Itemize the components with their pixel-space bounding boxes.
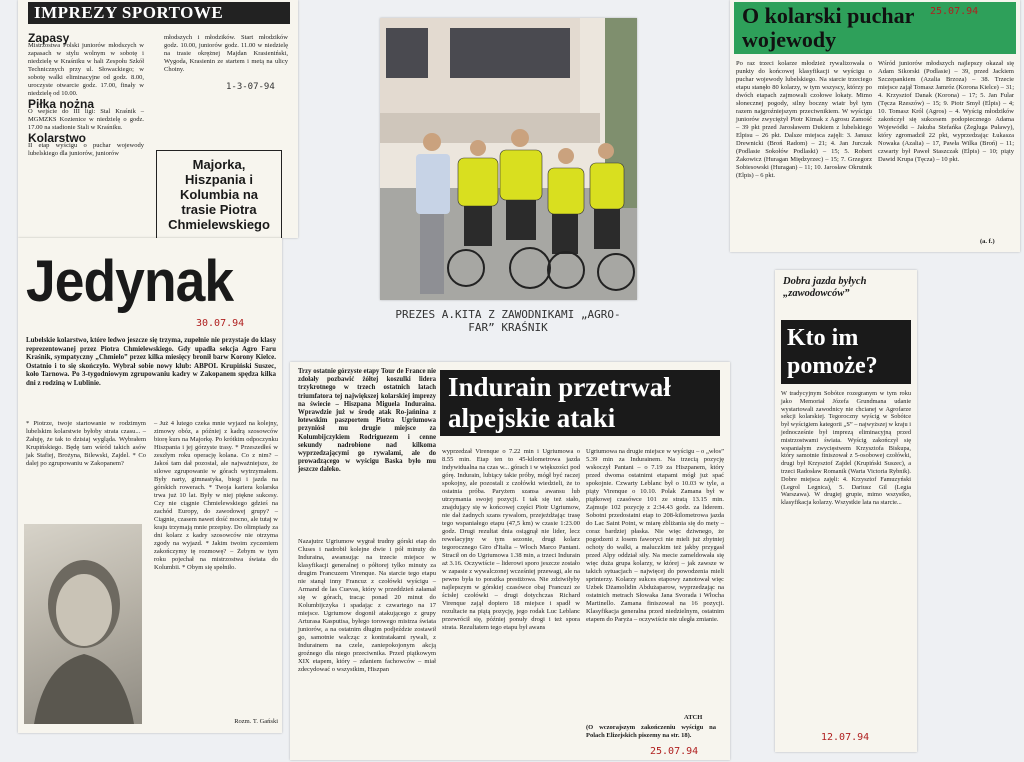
- jedynak-column-2: – Już 4 lutego czeka mnie wyjazd na kolejny, zimowy obóz, a później z kadrą szosowców biorę kurs na Majorkę. Po krótkim odpoczynku Hiszpania i jej górzyste trasy. * Przeszedłeś w zeszłym roku operację kolana. Co z nim? – Jakoś tam dał pozostał, ale najważniejsze, że silowe zgrupowanie w górach wytrzymałem. Były narty, gimnastyka, biegi i jazda na górskich rowerach. * Twoja kariera kolarska trwa już 10 lat. Były w niej piękne sukcesy. Czy nie ciągnie Chmielewskiego gdzieś na zachód Europy, do zawodowej grupy? – Ciągnie, czasem nawet dość mocno, ale tutaj w kraju trzymają mnie przepisy. Do olimpiady za dni kolarz z kadry szosowców nie otrzyma zgody na wyjazd. * Jakim twoim zyczeniem zakończymy tę rozmowę? – Żebym w tym roku pojechał na mistrzostwa świata do Kolumbii. * Obym się spełniło.: [154, 420, 278, 571]
- indurain-title: Indurain przetrwał alpejskie ataki: [448, 372, 671, 433]
- pilka-heading: Piłka nożna: [28, 97, 95, 111]
- kolarski-column-2: Wśród juniorów młodszych najlepszy okazał się Adam Sikorski (Podlasie) – 39, przed Jackiem Szczepankiem (Azalia Brzoza) – 38. Trzecie miejsce zajął Tomasz Jamróz (Korona Kielce) – 31; 4. Krzysztof Danak (Korona) – 17; 5. Jan Fular (Tęcza Rzeszów) – 15; 9. Piotr Smył (Elpis) – 4; 10. Tomasz Król (Agros) – 4. Wyścig młodzików zakończył się sukcesem podopiecznego Adama Wojewódki – Jakuba Stefańka (Żegluga Puławy), który zgromadził 22 pkt, wyprzedzając Łukasza Nowaka (Azalia) – 17, Pawła Wilka (Broń) – 11; czwarty był Paweł Staszczak (Elpis) – 10; piąty Dawid Krupa (Tęcza) – 10 pkt.: [878, 60, 1014, 163]
- clipping-indurain: [290, 362, 730, 760]
- jedynak-title: Jedynak: [26, 249, 234, 314]
- imprezy-column-left: [28, 31, 144, 160]
- handwritten-date: 1-3-07-94: [226, 82, 275, 92]
- handwritten-date: 25.07.94: [930, 6, 979, 17]
- indurain-author: ATCH: [684, 714, 703, 721]
- kolarstwo-text: II etap wyścigu o puchar wojewody lubelskiego dla juniorów, juniorów: [28, 142, 144, 157]
- imprezy-column-right: [164, 34, 288, 76]
- jedynak-lead: Lubelskie kolarstwo, które ledwo jeszcze się trzyma, zupełnie nie przystaje do klasy reprezentowanej przez Piotra Chmielewskiego. Gdy upadła sekcja Agro Faru Kraśnik, sympatyczny „Chmielo” przez kilka miesięcy bronił barw Korony Kielce. Ostatnio i to się skończyło. Wybrał sobie nowy klub: ABPOL Krupiński Suszec, koło Tarnowa. Po 3-tygodniowym zgrupowaniu kadry w Zakopanem spędza kilka dni z rodziną w Lublinie.: [26, 336, 276, 387]
- kto-tagline: Dobra jazda byłych „zawodowców”: [783, 276, 867, 299]
- portrait-photo: [24, 524, 142, 724]
- clipping-jedynak: [18, 238, 282, 733]
- clipping-kolarski-puchar: [730, 0, 1020, 252]
- kto-title: Kto im pomoże?: [787, 325, 878, 379]
- kolarstwo-continued: młodszych i młodzików. Start młodzików godz. 10.00, juniorów godz. 11.00 w niedzielę na trasie okrężnej Majdan Krasieniński, Wygoda, Krasienin ze startem i metą na ulicy Choiny.: [164, 34, 288, 73]
- jedynak-column-1: * Piotrze, twoje startowanie w rodzimym lubelskim kolarstwie byłoby strata czasu... – Żałuję, że tak to dzisiaj wygląda. Wybrałem Krupińskiego. Będę tam wśród takich asów jak Stafiej, Brożyna, Bilewski, Zajdel. * Co dalej po zgrupowaniu w Zakopanem?: [26, 420, 146, 467]
- kolarski-title: O kolarski puchar wojewody: [742, 3, 914, 52]
- indurain-column-1: Nazajutrz Ugriumow wygrał trudny górski etap do Cluses i nadrobił kolejne dwie i pół minuty do Induraina, awansując na trzecie miejsce w klasyfikacji generalnej o półtorej tylko minuty za drugim Francuzem Virenque. Na starcie tego etapu nie stanął inny Francuz z czołówki wyścigu – Armand de las Cuevas, który w przeddzień załamał się w górach, tracąc ponad 20 minut do Kolumbijczyka i spadając z czwartego na 17 miejsce. Ugriumow dogonił atakującego z grupy Arturasa Kasputisa, byłego torowego mistrza świata juniorów, a na ostatnim długim podjeździe zostawił go, samotnie walcząc z kontratakami rywali, z Indurainem na czele, zaniepokojonym akcją groźnego dla niego przeciwnika. Przed piątkowym XIX etapem, który – zdaniem fachowców – miał zdecydować o wszystkim, Hiszpan: [298, 538, 436, 673]
- handwritten-date: 25.07.94: [650, 746, 699, 757]
- handwritten-date: 30.07.94: [196, 318, 245, 329]
- kolarski-signature: (a. f.): [980, 238, 995, 245]
- zapasy-text: Mistrzostwa Polski juniorów młodszych w zapasach w stylu wolnym w sobotę i niedzielę w Kraśniku w hali Zespołu Szkół Technicznych przy ul. Słowackiego; w sobotę walki eliminacyjne od godz. 8.00, uroczyste otwarcie godz. 17.00, finały w niedzielę od 10.00.: [28, 42, 144, 97]
- indurain-footnote: (O wczorajszym zakończeniu wyścigu na Polach Elizejskich piszemy na str. 18).: [586, 724, 716, 739]
- indurain-lead: Trzy ostatnie górzyste etapy Tour de France nie zdołały pozbawić żółtej koszulki lidera trzykrotnego w trzech ostatnich latach triumfatora tej największej kolarskiej imprezy na świecie – Hiszpana Miguela Induraina. Wprawdzie już w środę atak Ro-jańnina z łotewskim paszportem Piotra Ugriumowa przyniósł mu drugie miejsce za Kolumbijczykiem Rodriguezem i cenne sekundy nadrobione nad kilkoma wyprzedzającymi go rywalami, ale do prowadzącego w wyścigu Baska było mu jeszcze daleko.: [298, 368, 436, 474]
- kolarstwo-heading: Kolarstwo: [28, 131, 87, 145]
- title-bar: [440, 370, 720, 436]
- zapasy-heading: Zapasy: [28, 31, 70, 45]
- handwritten-date: 12.07.94: [821, 732, 870, 743]
- title-bar: [781, 320, 911, 384]
- jedynak-author: Rozm. T. Gański: [234, 718, 278, 725]
- kto-text: W tradycyjnym Sobótce rozegranym w tym roku jako Memoriał Józefa Grundmana udanie wystartowali zawodnicy nie chcianej w Agrofarze sekcji kolarskiej. Tegoroczny wyścig w Sobótce był wyścigiem kategorii „S” – najwyższej w kraju i jednocześnie był imprezą eliminacyjną przed mistrzostwami świata. Wyścig zakończył się wspaniałym zwycięstwem Krzysztofa Biskupa, który samotnie finiszował z 5-osobowej czołówki, drugi był Krzysztof Zajdel (Krupiński Suszec), a trzeci Radosław Romanik (Warta Victoria Rybnik). Dobre miejsca zajęli: 4. Krzysztof Famuzyński (Legrol Legnica), 5. Dariusz Gil (Legia Warszawa). W drugiej grupie, mimo wszystko, klasyfikacja kolarzy. Wszystkie lata na starcie...: [781, 390, 911, 507]
- pilka-text: O wejście do III ligi: Stal Kraśnik – MGMZKS Kozienice w niedzielę o godz. 17.00 na stadionie Stali w Kraśniku.: [28, 108, 144, 131]
- section-header: IMPREZY SPORTOWE: [34, 3, 224, 22]
- photo-caption: PREZES A.KITA Z ZAWODNIKAMI „AGRO-FAR” KRAŚNIK: [395, 308, 621, 334]
- majorka-headline-box: [156, 150, 282, 240]
- clipping-kto-im-pomoze: [775, 270, 917, 752]
- indurain-column-3: Ugriumowa na drugie miejsce w wyścigu – o „włos” 5.39 min za Indurainem. Na trzecią pozycję wskoczył Pantani – o 7.19 za Hiszpanem, który przed dwoma ostatnimi etapami mógł już spać spokojnie. Czwarty Leblanc był o 10.03 w tyle, a piąty Virenque o 10.10. Polak Zamana był w piątkowej czasówce 101 ze stratą 13.15 min. Zajmuje 102 pozycję z 2:34.43 godz. za liderem. Sobotni przedostatni etap to 208-kilometrowa jazda do Lac Saint Point, w miarę zbliżania się do mety – coraz bardziej płaska. Nie więc dziwnego, że pogodzeni z losem faworyci nie mieli już zbytniej ochoty do walki, a maluczkim też jakby przygasł przed Alpy oddział siły. Na mecie zameldowała się więc duża grupa kolarzy, w której – jak zawsze w takich sytuacjach – najwięcej do powodzenia mieli sprinterzy. Kolarzy sukces etapowy zanotował więc Uzbek Dżamolidin Abdużaparow, wyprzedzając na ostatnich metrach Słowaka Jana Svorada i Włocha Martinello. Zamana finiszował na 16 pozycji. Klasyfikacja generalna przed niedzielnym, ostatnim etapem do Paryża – oczywiście nie uległa zmianie.: [586, 448, 724, 623]
- kolarski-column-1: Po raz trzeci kolarze młodzież rywalizowała o punkty do końcowej klasyfikacji w wyścigu o puchar wojewody lubelskiego. Na starcie trzeciego etapu stanęło 80 kolarzy, w tym wszyscy, którzy po dwóch etapach zajmowali czołowe lokaty. Mimo słonecznej pogody, silny boczny wiatr był tym razem najgroźniejszym przeciwnikiem. W wyścigu juniorów zwyciężył Piotr Kimak z Agrosu Zamość – 39 pkt przed Jarosławem Dukiem z lubelskiego Elpisu – 26 pkt. Dalsze miejsca zajęli: 3. Janusz Drewnicki (Broń Radom) – 21; 4. Jan Jurczak (Podlasie Sokołów Podlaski) – 15; 5. Robert Żakowicz (Huragan Międzyrzec) – 15; 7. Grzegorz Sobiesowski (Huragan) – 11; 10. Jarosław Okrutnik (Elpis) – 6 pkt.: [736, 60, 872, 179]
- header-bar: [28, 2, 290, 24]
- majorka-headline: Majorka, Hiszpania i Kolumbia na trasie Piotra Chmielewskiego: [168, 157, 270, 232]
- indurain-column-2: wyprzedzał Virenque o 7.22 min i Ugriumowa o 8.55 min. Etap ten to 45-kilometrowa jazda indywidualna na czas w... górach i w większości pod górę. Indurain, lubiący takie próby, mógł być raczej spokojny, ale pozostali z czołówki wiedzieli, że to ostatnia próba. Paryżem szansa awansu lub utrzymania swojej pozycji. I tak się też stało, znajdujący się w końcowej części Piotr Ugriumow, nie dał żadnych szans rywalom, przejeżdżając trasę tego wspaniałego etapu (47,5 km) w czasie 1:23.00 godz. Drugi rezultat dnia osiągnął nie lider, lecz rewelacyjny w tym sezonie, drugi kolarz tegorocznego Giro d'Italia – Włoch Marco Pantani. Stracił on do Ugriumowa 1.38 min, a trzeci Indurain aż 3.16. Oczywiście – liderowi sporo jeszcze zostało w zapasie z wywalczonej wcześniej przewagi, ale na pewno była to porażka prestiżowa. Nie zdziwiłyby najlepszym w górskiej czasówce obaj Francuzi ze ścisłej czołówki – drugi dotychczas Richard Virenque zajął dopiero 18 miejsce i spadł w rezultacie na piątą pozycję, jego rodak Luc Leblanc przewrócił się, później ponuły drogi i też spora strata. Rezultatem tego etapu był awans: [442, 448, 580, 631]
- team-photo: [380, 18, 637, 300]
- team-photo-scene: [380, 18, 637, 300]
